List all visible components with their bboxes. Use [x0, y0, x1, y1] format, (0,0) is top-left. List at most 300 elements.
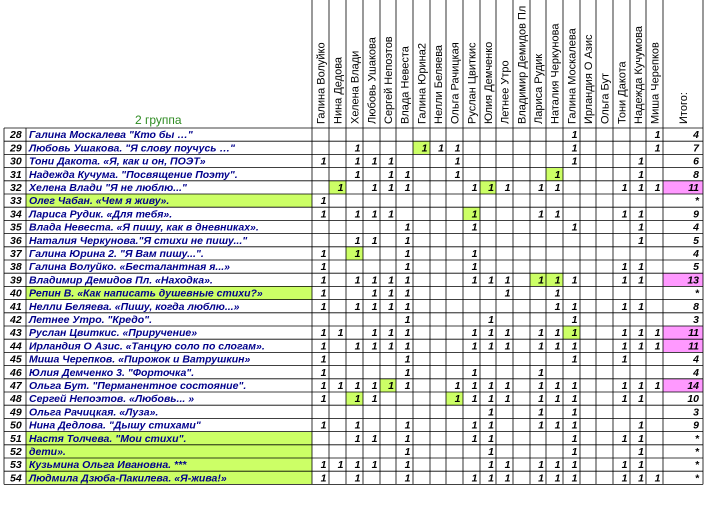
cell-value: 1 — [320, 208, 327, 221]
cell-value: 1 — [488, 406, 494, 419]
cell-value: 1 — [571, 155, 578, 168]
row-total: 8 — [693, 168, 699, 181]
row-number: 49 — [10, 406, 22, 419]
cell-value: 1 — [571, 432, 578, 445]
cell-value: 1 — [571, 221, 578, 234]
cell-value: 1 — [320, 195, 327, 208]
cell-value: 1 — [404, 419, 411, 432]
cell-value: 1 — [404, 274, 411, 287]
row-number: 34 — [10, 208, 22, 221]
cell-value: 1 — [388, 300, 394, 313]
cell-value: 1 — [504, 182, 511, 194]
cell-value: 1 — [421, 142, 428, 155]
cell-value: 1 — [488, 182, 494, 194]
column-header: Любовь Ушакова — [366, 37, 379, 124]
cell-value: 1 — [538, 182, 544, 194]
cell-value: 1 — [638, 261, 644, 274]
cell-value: 1 — [638, 419, 644, 432]
row-total: * — [694, 459, 699, 472]
cell-value: 1 — [471, 182, 478, 194]
cell-value: 1 — [571, 327, 578, 340]
cell-value: 1 — [571, 472, 578, 485]
cell-value: 1 — [654, 129, 661, 142]
cell-value: 1 — [554, 287, 561, 300]
row-title: Репин В. «Как написать душевные стихи?» — [29, 287, 263, 300]
row-title: Людмила Дзюба-Пакилева. «Я-жива!» — [29, 472, 227, 485]
cell-value: 1 — [471, 393, 478, 406]
cell-value: 1 — [571, 353, 578, 366]
cell-value: 1 — [320, 261, 327, 274]
cell-value: 1 — [638, 221, 644, 234]
cell-value: 1 — [621, 380, 628, 392]
cell-value: 1 — [371, 274, 378, 287]
row-total: 5 — [693, 261, 699, 274]
cell-value: 1 — [371, 393, 378, 406]
cell-value: 1 — [554, 327, 561, 340]
cell-value: 1 — [571, 459, 578, 472]
row-number: 54 — [10, 472, 22, 485]
cell-value: 1 — [454, 142, 461, 155]
cell-value: 1 — [654, 380, 661, 392]
cell-value: 1 — [488, 274, 494, 287]
cell-value: 1 — [404, 168, 411, 181]
cell-value: 1 — [621, 300, 628, 313]
cell-value: 1 — [621, 261, 628, 274]
cell-value: 1 — [471, 380, 478, 392]
row-number: 35 — [10, 221, 22, 234]
row-total: 11 — [688, 340, 699, 353]
row-number: 28 — [10, 129, 22, 142]
cell-value: 1 — [371, 234, 378, 247]
cell-value: 1 — [388, 340, 394, 353]
cell-value: 1 — [488, 393, 494, 406]
cell-value: 1 — [404, 182, 411, 194]
cell-value: 1 — [571, 129, 578, 142]
cell-value: 1 — [621, 393, 628, 406]
row-number: 41 — [10, 300, 22, 313]
cell-value: 1 — [621, 432, 628, 445]
row-total: 11 — [688, 182, 699, 194]
row-number: 43 — [10, 327, 22, 340]
cell-value: 1 — [488, 419, 494, 432]
cell-value: 1 — [638, 208, 644, 221]
cell-value: 1 — [638, 327, 644, 340]
cell-value: 1 — [454, 155, 461, 168]
cell-value: 1 — [504, 287, 511, 300]
cell-value: 1 — [354, 274, 361, 287]
cell-value: 1 — [320, 380, 327, 392]
row-title: Миша Черепков. «Пирожок и Ватрушкин» — [29, 353, 251, 366]
row-total: 9 — [693, 208, 699, 221]
column-header: Тони Дакота — [616, 61, 629, 124]
cell-value: 1 — [354, 234, 361, 247]
cell-value: 1 — [371, 287, 378, 300]
cell-value: 1 — [571, 274, 578, 287]
column-header: Ольга Рачицкая — [449, 42, 462, 124]
row-title: Нелли Беляева. «Пишу, когда люблю...» — [29, 300, 240, 313]
cell-value: 1 — [638, 300, 644, 313]
cell-value: 1 — [337, 327, 344, 340]
row-total: 7 — [693, 142, 699, 155]
row-number: 33 — [10, 195, 22, 208]
cell-value: 1 — [404, 261, 411, 274]
cell-value: 1 — [354, 419, 361, 432]
cell-value: 1 — [538, 208, 544, 221]
row-title: Владимир Демидов Пл. «Находка». — [29, 274, 213, 287]
column-header: Надежда Кучумова — [633, 26, 645, 124]
cell-value: 1 — [404, 340, 411, 353]
cell-value: 1 — [320, 472, 327, 485]
row-title: Настя Толчева. "Мои стихи". — [29, 432, 187, 445]
cell-value: 1 — [454, 380, 461, 392]
cell-value: 1 — [354, 300, 361, 313]
cell-value: 1 — [404, 327, 411, 340]
cell-value: 1 — [571, 340, 578, 353]
row-number: 53 — [10, 459, 22, 472]
cell-value: 1 — [488, 432, 494, 445]
cell-value: 1 — [371, 300, 378, 313]
cell-value: 1 — [388, 327, 394, 340]
row-number: 38 — [10, 261, 22, 274]
row-title: Летнее Утро. "Кредо". — [29, 314, 153, 326]
cell-value: 1 — [621, 340, 628, 353]
cell-value: 1 — [388, 155, 394, 168]
cell-value: 1 — [371, 459, 378, 472]
row-total: 3 — [693, 406, 699, 419]
cell-value: 1 — [320, 300, 327, 313]
row-number: 48 — [10, 393, 22, 406]
row-total: 9 — [693, 419, 699, 432]
cell-value: 1 — [388, 168, 394, 181]
cell-value: 1 — [471, 366, 478, 379]
cell-value: 1 — [354, 432, 361, 445]
row-total: 4 — [693, 129, 699, 142]
cell-value: 1 — [638, 182, 644, 194]
cell-value: 1 — [354, 248, 361, 260]
row-title: Хелена Влади "Я не люблю..." — [29, 182, 187, 194]
cell-value: 1 — [388, 208, 394, 221]
row-title: Влада Невеста. «Я пишу, как в дневниках». — [29, 221, 259, 234]
cell-value: 1 — [488, 340, 494, 353]
cell-value: 1 — [621, 353, 628, 366]
column-header: Лариса Рудик — [533, 53, 545, 124]
cell-value: 1 — [504, 274, 511, 287]
cell-value: 1 — [488, 314, 494, 326]
cell-value: 1 — [471, 472, 478, 485]
cell-value: 1 — [371, 340, 378, 353]
cell-value: 1 — [621, 274, 628, 287]
cell-value: 1 — [404, 221, 411, 234]
column-header: Нина Дедова — [332, 56, 345, 124]
column-header: Галина Москалева — [566, 28, 579, 124]
cell-value: 1 — [538, 380, 544, 392]
cell-value: 1 — [471, 261, 478, 274]
cell-value: 1 — [638, 446, 644, 458]
cell-value: 1 — [371, 208, 378, 221]
cell-value: 1 — [638, 380, 644, 392]
row-title: Галина Москалева "Кто бы …" — [29, 129, 193, 142]
cell-value: 1 — [554, 472, 561, 485]
row-total: 11 — [688, 327, 699, 340]
cell-value: 1 — [538, 340, 544, 353]
row-number: 51 — [10, 432, 22, 445]
cell-value: 1 — [471, 432, 478, 445]
row-total: 6 — [693, 155, 699, 168]
cell-value: 1 — [320, 419, 327, 432]
cell-value: 1 — [504, 393, 511, 406]
cell-value: 1 — [638, 459, 644, 472]
cell-value: 1 — [638, 274, 644, 287]
row-total: 14 — [687, 380, 699, 392]
cell-value: 1 — [638, 234, 644, 247]
row-total: 4 — [693, 366, 699, 379]
cell-value: 1 — [571, 406, 578, 419]
column-header: Хелена Влади — [349, 50, 362, 124]
cell-value: 1 — [354, 472, 361, 485]
cell-value: 1 — [504, 340, 511, 353]
row-title: Сергей Непоэтов. «Любовь... » — [29, 393, 195, 406]
cell-value: 1 — [538, 472, 544, 485]
column-header: Влада Невеста — [399, 46, 412, 124]
cell-value: 1 — [488, 472, 494, 485]
cell-value: 1 — [554, 300, 561, 313]
cell-value: 1 — [621, 182, 628, 194]
cell-value: 1 — [371, 380, 378, 392]
cell-value: 1 — [404, 234, 411, 247]
cell-value: 1 — [404, 287, 411, 300]
cell-value: 1 — [638, 168, 644, 181]
cell-value: 1 — [621, 327, 628, 340]
row-title: Галина Юрина 2. "Я Вам пишу...". — [29, 248, 204, 260]
row-title: Ирландия О Азис. «Танцую соло по слогам». — [29, 340, 265, 353]
row-number: 40 — [10, 287, 22, 300]
cell-value: 1 — [621, 472, 628, 485]
cell-value: 1 — [488, 446, 494, 458]
row-number: 32 — [10, 182, 22, 194]
cell-value: 1 — [488, 380, 494, 392]
column-header: Наталия Черкунова — [549, 23, 562, 124]
cell-value: 1 — [554, 459, 561, 472]
cell-value: 1 — [638, 393, 644, 406]
cell-value: 1 — [538, 327, 544, 340]
cell-value: 1 — [438, 142, 444, 155]
cell-value: 1 — [554, 393, 561, 406]
cell-value: 1 — [320, 366, 327, 379]
cell-value: 1 — [471, 208, 478, 221]
cell-value: 1 — [654, 182, 661, 194]
cell-value: 1 — [571, 419, 578, 432]
cell-value: 1 — [320, 459, 327, 472]
row-highlight — [26, 445, 312, 458]
cell-value: 1 — [471, 419, 478, 432]
row-total: * — [694, 472, 699, 485]
cell-value: 1 — [554, 419, 561, 432]
cell-value: 1 — [354, 208, 361, 221]
column-header: Летнее Утро — [499, 60, 512, 124]
cell-value: 1 — [654, 142, 661, 155]
cell-value: 1 — [320, 155, 327, 168]
cell-value: 1 — [538, 419, 544, 432]
cell-value: 1 — [538, 393, 544, 406]
cell-value: 1 — [538, 274, 544, 287]
cell-value: 1 — [471, 340, 478, 353]
row-total: * — [694, 446, 699, 458]
row-total: 13 — [687, 274, 699, 287]
cell-value: 1 — [404, 353, 411, 366]
cell-value: 1 — [337, 459, 344, 472]
cell-value: 1 — [404, 446, 411, 458]
column-header: Руслан Цвиткис — [466, 42, 479, 124]
cell-value: 1 — [404, 300, 411, 313]
cell-value: 1 — [538, 459, 544, 472]
cell-value: 1 — [404, 432, 411, 445]
cell-value: 1 — [371, 155, 378, 168]
row-total: 5 — [693, 234, 699, 247]
row-title: Лариса Рудик. «Для тебя». — [29, 208, 173, 221]
cell-value: 1 — [638, 432, 644, 445]
cell-value: 1 — [488, 459, 494, 472]
cell-value: 1 — [320, 274, 327, 287]
row-title: дети». — [29, 446, 66, 458]
cell-value: 1 — [404, 380, 411, 392]
row-title: Тони Дакота. «Я, как и он, ПОЭТ» — [29, 155, 206, 168]
cell-value: 1 — [488, 327, 494, 340]
row-number: 47 — [10, 380, 22, 392]
column-header: Ирландия О Азис — [583, 34, 595, 124]
row-total: * — [694, 287, 699, 300]
row-total: 4 — [693, 353, 699, 366]
row-total: 3 — [693, 314, 699, 326]
column-header: Ольга Бут — [599, 72, 612, 124]
row-title: Надежда Кучума. "Посвящение Поэту". — [29, 168, 238, 181]
row-number: 42 — [10, 314, 22, 326]
column-header: Галина Юрина2 — [416, 43, 429, 124]
cell-value: 1 — [504, 327, 511, 340]
cell-value: 1 — [621, 208, 628, 221]
row-total: * — [694, 432, 699, 445]
column-header: Сергей Непоэтов — [383, 36, 395, 124]
cell-value: 1 — [571, 380, 578, 392]
cell-value: 1 — [554, 182, 561, 194]
row-total: 4 — [693, 221, 699, 234]
cell-value: 1 — [354, 459, 361, 472]
cell-value: 1 — [320, 393, 327, 406]
row-title: Галина Волуйко. «Бесталантная я...» — [29, 261, 231, 274]
row-title: Кузьмина Ольга Ивановна. *** — [29, 459, 187, 472]
cell-value: 1 — [404, 366, 411, 379]
cell-value: 1 — [404, 472, 411, 485]
row-title: Руслан Цвиткис. «Приручение» — [29, 327, 198, 340]
cell-value: 1 — [320, 340, 327, 353]
cell-value: 1 — [554, 168, 561, 181]
row-number: 45 — [10, 353, 22, 366]
group-label: 2 группа — [135, 113, 182, 127]
row-total: * — [694, 195, 699, 208]
cell-value: 1 — [654, 327, 661, 340]
cell-value: 1 — [504, 380, 511, 392]
cell-value: 1 — [571, 393, 578, 406]
cell-value: 1 — [371, 182, 378, 194]
cell-value: 1 — [354, 168, 361, 181]
cell-value: 1 — [554, 380, 561, 392]
cell-value: 1 — [638, 155, 644, 168]
cell-value: 1 — [471, 274, 478, 287]
cell-value: 1 — [454, 393, 461, 406]
row-title: Ольга Бут. "Перманентное состояние". — [29, 380, 247, 392]
cell-value: 1 — [388, 182, 394, 194]
row-number: 44 — [10, 340, 22, 353]
cell-value: 1 — [638, 340, 644, 353]
cell-value: 1 — [371, 432, 378, 445]
cell-value: 1 — [471, 221, 478, 234]
cell-value: 1 — [638, 472, 644, 485]
cell-value: 1 — [388, 380, 394, 392]
cell-value: 1 — [320, 248, 327, 260]
row-number: 46 — [10, 366, 22, 379]
row-number: 50 — [10, 419, 22, 432]
column-header: Нелли Беляева — [433, 44, 445, 124]
cell-value: 1 — [320, 287, 327, 300]
column-header: Владимир Демидов Пл — [516, 5, 529, 124]
cell-value: 1 — [371, 327, 378, 340]
cell-value: 1 — [454, 168, 461, 181]
cell-value: 1 — [554, 340, 561, 353]
row-title: Нина Дедлова. "Дышу стихами" — [29, 419, 201, 432]
cell-value: 1 — [337, 182, 344, 194]
row-number: 36 — [10, 234, 22, 247]
cell-value: 1 — [388, 274, 394, 287]
row-title: Олег Чабан. «Чем я живу». — [29, 195, 170, 208]
column-header: Юлия Демченко — [483, 41, 495, 124]
cell-value: 1 — [320, 327, 327, 340]
cell-value: 1 — [471, 248, 478, 260]
cell-value: 1 — [571, 300, 578, 313]
row-total: 4 — [693, 248, 699, 260]
row-number: 31 — [10, 168, 22, 181]
row-title: Юлия Демченко 3. "Форточка". — [29, 366, 195, 379]
cell-value: 1 — [554, 208, 561, 221]
cell-value: 1 — [571, 314, 578, 326]
row-number: 29 — [10, 142, 22, 155]
row-number: 30 — [10, 155, 22, 168]
cell-value: 1 — [404, 459, 411, 472]
cell-value: 1 — [354, 393, 361, 406]
cell-value: 1 — [538, 366, 544, 379]
cell-value: 1 — [337, 380, 344, 392]
cell-value: 1 — [320, 353, 327, 366]
cell-value: 1 — [354, 340, 361, 353]
cell-value: 1 — [654, 340, 661, 353]
row-number: 39 — [10, 274, 22, 287]
row-title: Любовь Ушакова. "Я слову поучусь …" — [29, 142, 235, 155]
cell-value: 1 — [404, 248, 411, 260]
cell-value: 1 — [354, 142, 361, 155]
cell-value: 1 — [571, 446, 578, 458]
cell-value: 1 — [354, 380, 361, 392]
column-header: Галина Волуйко — [315, 42, 328, 124]
column-header: Миша Черепков — [649, 42, 662, 124]
cell-value: 1 — [504, 459, 511, 472]
cell-value: 1 — [388, 287, 394, 300]
row-number: 37 — [10, 248, 22, 260]
cell-value: 1 — [471, 327, 478, 340]
row-total: 10 — [687, 393, 699, 406]
row-number: 52 — [10, 446, 22, 458]
row-total: 8 — [693, 300, 699, 313]
cell-value: 1 — [404, 314, 411, 326]
cell-value: 1 — [504, 472, 511, 485]
cell-value: 1 — [621, 459, 628, 472]
